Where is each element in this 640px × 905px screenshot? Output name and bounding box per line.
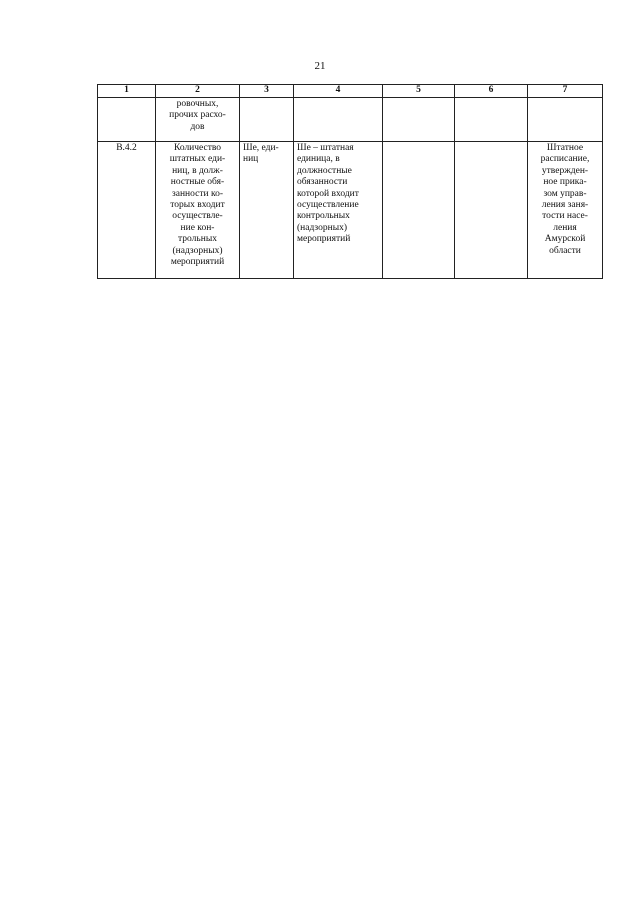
table-cell: [455, 142, 528, 279]
table-cell: [383, 142, 455, 279]
column-header-3: 3: [240, 85, 294, 98]
table-cell: [294, 142, 383, 279]
table-cell: [240, 98, 294, 142]
column-header-6: 6: [455, 85, 528, 98]
indicator-description: Шe – штатная единица, в должностные обязанности которой входит осуществление контрольных (надзорных) мероприятий: [297, 143, 359, 245]
table-row: [98, 142, 603, 279]
cell-text: ровочных, прочих расхо- дов: [169, 99, 226, 132]
table-cell: [240, 142, 294, 279]
column-header-7: 7: [528, 85, 603, 98]
page-number: 21: [314, 60, 326, 72]
table-cell: [528, 98, 603, 142]
table-row: [98, 98, 603, 142]
table-cell: [455, 98, 528, 142]
indicator-unit: Шe, еди- ниц: [243, 143, 279, 165]
column-header-5: 5: [383, 85, 455, 98]
column-header-4: 4: [294, 85, 383, 98]
column-header-2: 2: [156, 85, 240, 98]
table-cell: [156, 98, 240, 142]
table-cell: [98, 98, 156, 142]
indicator-code: В.4.2: [116, 143, 137, 153]
indicator-source: Штатное расписание, утвержден- ное прика- зом управ- ления заня- тости насе- ления Амурской области: [540, 143, 590, 256]
table-cell: [528, 142, 603, 279]
header-row: [98, 85, 603, 98]
table-cell: [294, 98, 383, 142]
indicator-name: Количество штатных еди- ниц, в долж- ностные обя- занности ко- торых входит осуществле- ние кон- трольных (надзорных) мероприятий: [169, 143, 226, 267]
column-header-1: 1: [98, 85, 156, 98]
table-cell: [383, 98, 455, 142]
table-cell: [98, 142, 156, 279]
table-cell: [156, 142, 240, 279]
indicator-table: [97, 84, 603, 279]
